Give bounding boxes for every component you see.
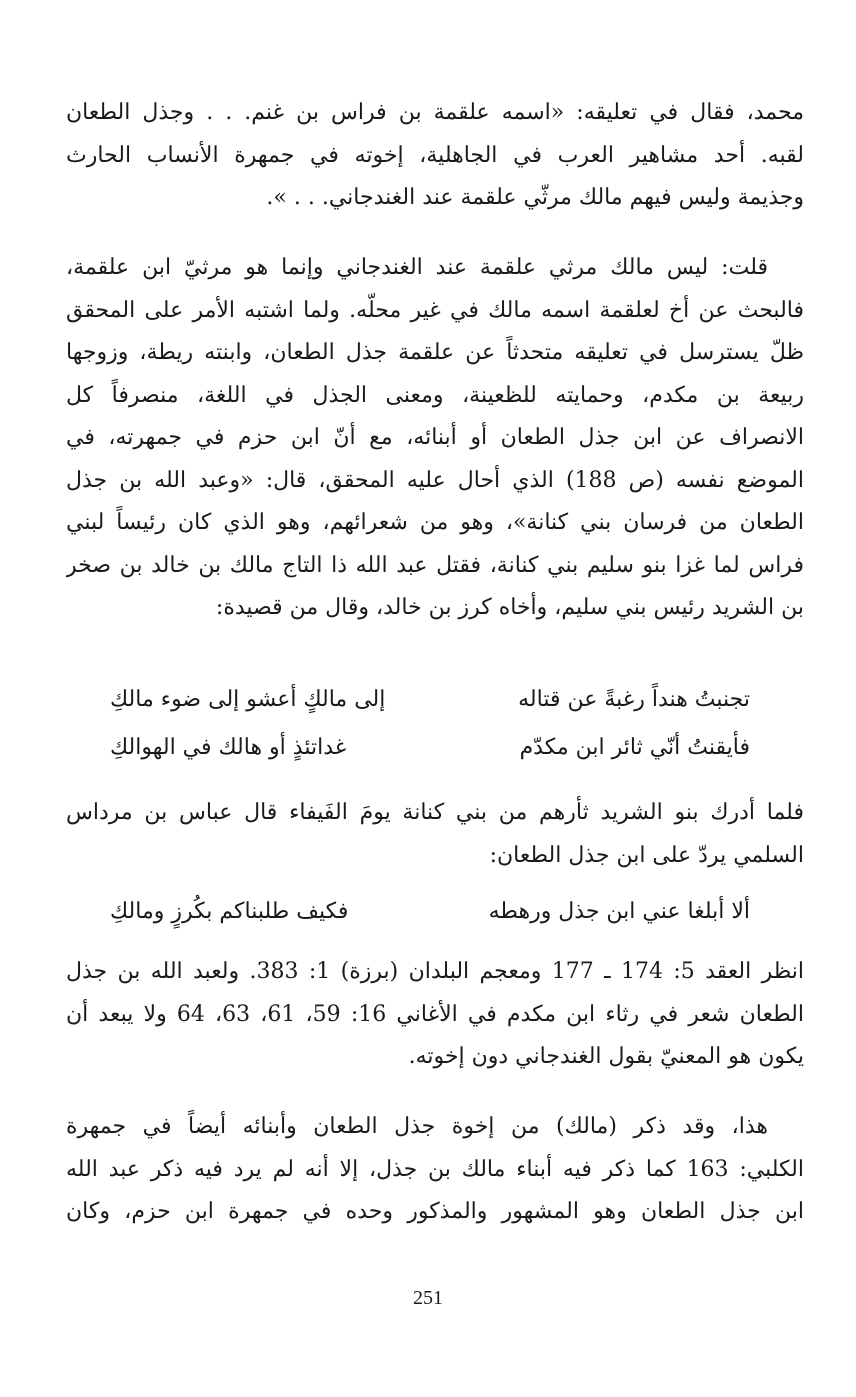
paragraph-line: بن الشريد رئيس بني سليم، وأخاه كرز بن خالد، وقال من قصيدة: (215, 595, 804, 620)
paragraph-5 (66, 1106, 804, 1234)
verse-line (110, 726, 750, 770)
verse-first-hemistich: ألا أبلغا عني ابن جذل ورهطه (488, 899, 750, 924)
verse-second-hemistich: غداتئذٍ أو هالك في الهوالكِ (110, 735, 347, 760)
paragraph-line: وجذيمة وليس فيهم مالك مرثّي علقمة عند الغندجاني. . . ». (266, 185, 804, 210)
paragraph-line: لقبه. أحد مشاهير العرب في الجاهلية، إخوته في جمهرة الأنساب الحارث (66, 142, 804, 168)
paragraph-line: فالبحث عن أخ لعلقمة اسمه مالك في غير محلّه. ولما اشتبه الأمر على المحقق (66, 297, 804, 323)
paragraph-line: الانصراف عن ابن جذل الطعان أو أبنائه، مع أنّ ابن حزم في جمهرته، في (66, 425, 804, 450)
paragraph-line: انظر العقد 5: 174 ـ 177 ومعجم البلدان (برزة) 1: 383. ولعبد الله بن جذل (66, 959, 804, 984)
paragraph-line: فلما أدرك بنو الشريد ثأرهم من بني كنانة يومَ الفَيفاء قال عباس بن مرداس (66, 800, 804, 825)
paragraph-line: محمد، فقال في تعليقه: «اسمه علقمة بن فراس بن غنم. . . وجذل الطعان (66, 100, 804, 125)
paragraph-line: الطعان من فرسان بني كنانة»، وهو من شعرائهم، وهو الذي كان رئيساً لبني (66, 510, 804, 535)
paragraph-line: ربيعة بن مكدم، وحمايته للظعينة، ومعنى الجذل في اللغة، منصرفاً كل (66, 382, 804, 408)
verse-first-hemistich: تجنبتُ هنداً رغبةً عن قتاله (518, 687, 750, 712)
paragraph-line: الطعان شعر في رثاء ابن مكدم في الأغاني 16: 59، 61، 63، 64 ولا يبعد أن (66, 1001, 804, 1027)
paragraph-line: فراس لما غزا بنو سليم بني كنانة، فقتل عبد الله ذا التاج مالك بن خالد بن صخر (66, 552, 804, 578)
paragraph-4 (66, 951, 804, 1079)
paragraph-line: هذا، وقد ذكر (مالك) من إخوة جذل الطعان وأبنائه أيضاً في جمهرة (66, 1114, 768, 1139)
paragraph-1 (66, 92, 804, 220)
paragraph-line: الكلبي: 163 كما ذكر فيه أبناء مالك بن جذل، إلا أنه لم يرد فيه ذكر عبد الله (66, 1156, 804, 1182)
verse-second-hemistich: فكيف طلبناكم بكُرزٍ ومالكِ (110, 899, 349, 924)
page-number: 251 (413, 1287, 443, 1309)
paragraph-3 (66, 792, 804, 877)
paragraph-line: السلمي يردّ على ابن جذل الطعان: (489, 842, 804, 868)
verse-line (110, 890, 750, 934)
paragraph-line: ظلّ يسترسل في تعليقه متحدثاً عن علقمة جذل الطعان، وابنته ريطة، وزوجها (66, 340, 804, 365)
verse-second-hemistich: إلى مالكٍ أعشو إلى ضوء مالكِ (110, 687, 386, 712)
verse-line (110, 678, 750, 722)
paragraph-line: الموضع نفسه (ص 188) الذي أحال عليه المحقق، قال: «وعبد الله بن جذل (66, 467, 804, 493)
page-edge-mark (14, 60, 15, 1360)
paragraph-line: ابن جذل الطعان وهو المشهور والمذكور وحده في جمهرة ابن حزم، وكان (66, 1199, 804, 1224)
paragraph-line: يكون هو المعنيّ بقول الغندجاني دون إخوته. (408, 1044, 804, 1069)
verse-first-hemistich: فأيقنتُ أنّي ثائر ابن مكدّم (519, 735, 750, 760)
paragraph-2 (66, 247, 804, 630)
paragraph-line: قلت: ليس مالك مرثي علقمة عند الغندجاني وإنما هو مرثيّ ابن علقمة، (66, 255, 768, 280)
